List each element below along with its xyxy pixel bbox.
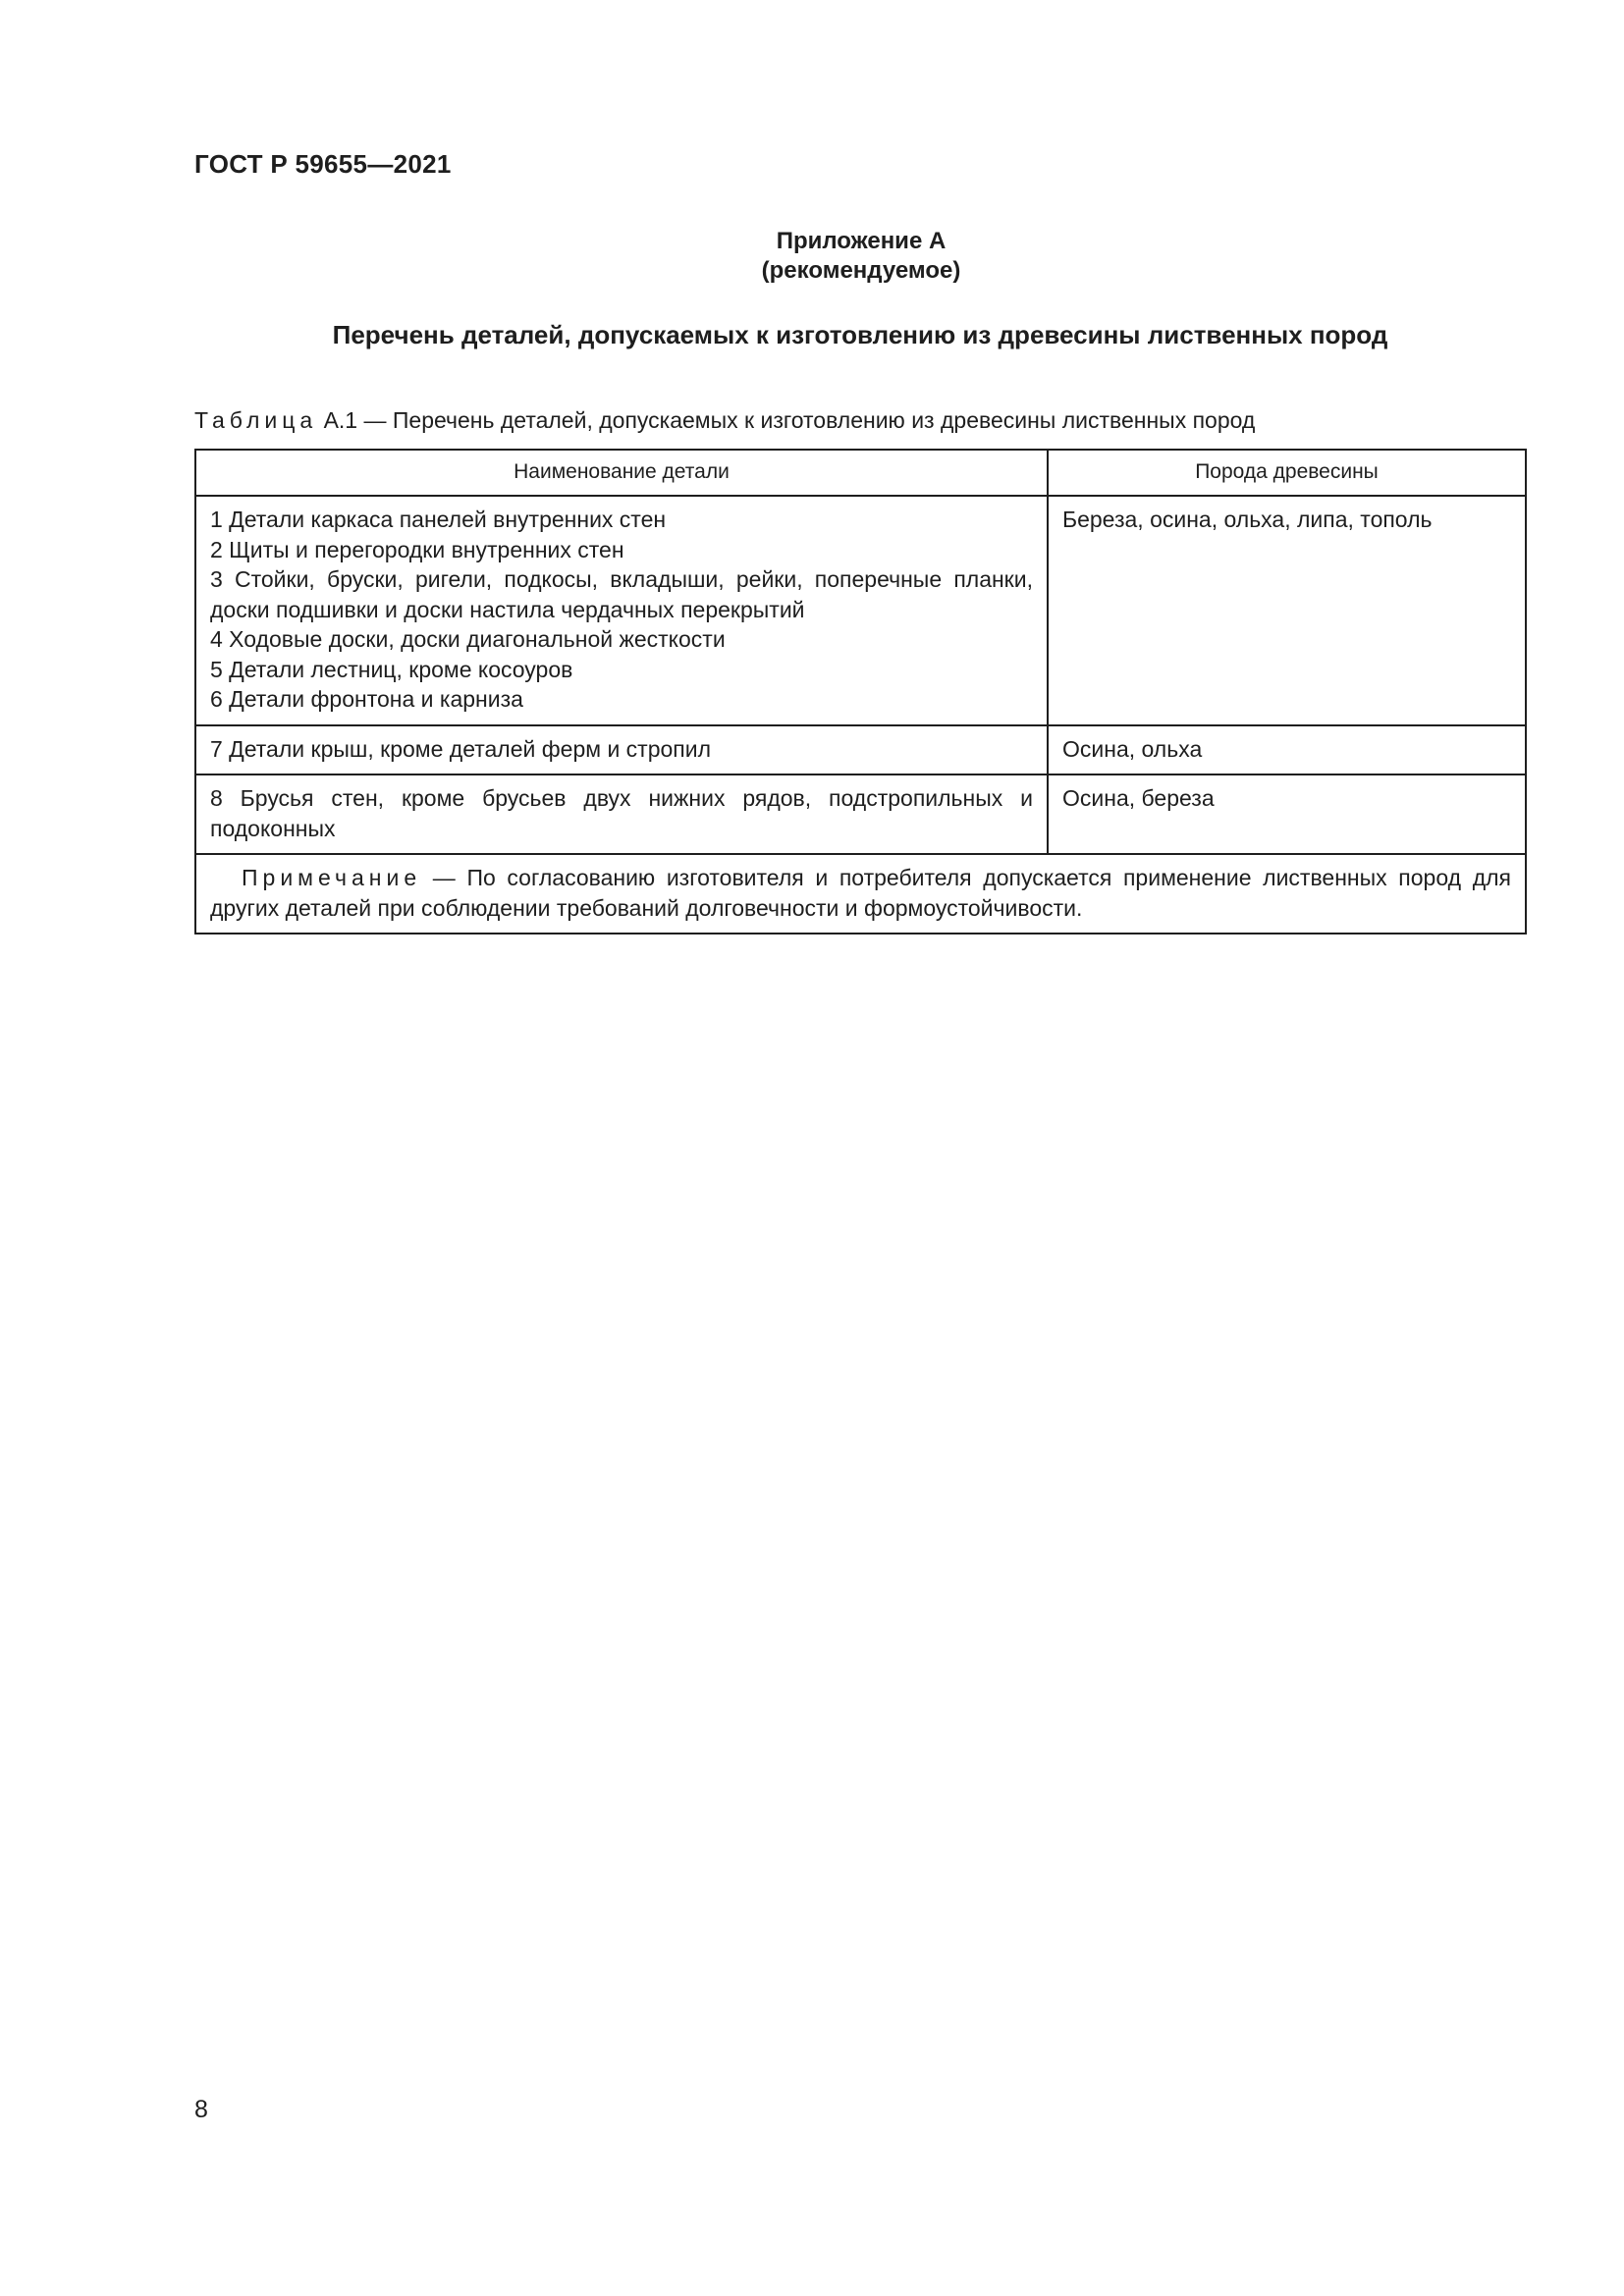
table-caption: [194, 407, 1255, 434]
part-item: 3 Стойки, бруски, ригели, подкосы, вкладыши, рейки, поперечные планки, доски подшивки и доски настила чердачных перекрытий: [210, 566, 1033, 622]
part-names-cell: [195, 725, 1048, 775]
part-item: 1 Детали каркаса панелей внутренних стен: [210, 507, 667, 532]
table-note-row: [195, 854, 1526, 934]
column-header-wood-type: Порода древесины: [1048, 450, 1526, 496]
table-header-row: [195, 450, 1526, 496]
document-code: ГОСТ Р 59655—2021: [194, 149, 452, 179]
wood-type-cell: Осина, ольха: [1048, 725, 1526, 775]
table-row: [195, 496, 1526, 725]
annex-title: Приложение А: [776, 228, 947, 254]
part-item: 7 Детали крыш, кроме деталей ферм и стропил: [210, 735, 712, 762]
wood-type-cell: Береза, осина, ольха, липа, тополь: [1048, 496, 1526, 725]
page-number: 8: [194, 2096, 208, 2123]
part-item: 4 Ходовые доски, доски диагональной жесткости: [210, 626, 726, 652]
part-names-cell: [195, 496, 1048, 725]
table-row: [195, 774, 1526, 854]
part-item: 2 Щиты и перегородки внутренних стен: [210, 536, 624, 562]
note-text: — По согласованию изготовителя и потребителя допускается применение лиственных пород для других деталей при соблюдении требований долговечности и формоустойчивости.: [210, 865, 1511, 921]
annex-status: (рекомендуемое): [761, 257, 961, 284]
annex-heading: Перечень деталей, допускаемых к изготовлению из древесины лиственных пород: [332, 320, 1388, 349]
part-item: 8 Брусья стен, кроме брусьев двух нижних рядов, подстропильных и подоконных: [210, 785, 1033, 841]
table-note: [195, 854, 1526, 934]
column-header-part-name: Наименование детали: [195, 450, 1048, 496]
table-caption-text: А.1 — Перечень деталей, допускаемых к изготовлению из древесины лиственных пород: [317, 407, 1256, 433]
table-row: [195, 725, 1526, 775]
detail-table: [194, 449, 1527, 934]
table-caption-label: Таблица: [194, 407, 318, 433]
part-item: 6 Детали фронтона и карниза: [210, 686, 523, 712]
wood-type-cell: Осина, береза: [1048, 774, 1526, 854]
note-label: Примечание: [242, 865, 422, 890]
part-names-cell: [195, 774, 1048, 854]
part-item: 5 Детали лестниц, кроме косоуров: [210, 656, 573, 682]
